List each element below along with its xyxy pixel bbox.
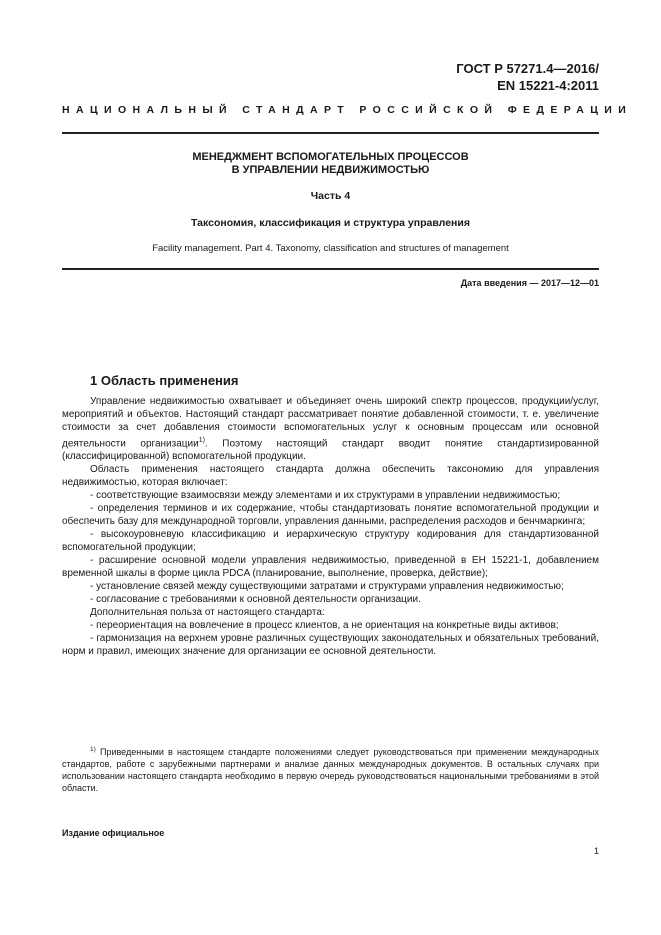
- title-rule: [62, 268, 599, 270]
- edition-label: Издание официальное: [62, 828, 165, 838]
- footnote-marker: 1): [90, 746, 96, 753]
- paragraph: Управление недвижимостью охватывает и объединяет очень широкий спектр процессов, продукции/услуг, мероприятий и объектов. Настоящий стандарт рассматривает понятие добавленной стоимости, т. е. увеличение стоимости за счет добавления стоимости вспомогательных услуг к основным процессам или основной деятельности организации$^{1)}$. Поэтому настоящий стандарт вводит понятие стандартизированной (классифицированной) вспомогательной продукции.: [62, 396, 599, 463]
- title-line2: В УПРАВЛЕНИИ НЕДВИЖИМОСТЬЮ: [231, 164, 430, 176]
- footnote-ref[interactable]: 1): [198, 437, 205, 444]
- paragraph: Область применения настоящего стандарта должна обеспечить таксономию для управления недвижимостью, которая включает:: [62, 464, 599, 489]
- page-number: 1: [593, 846, 599, 856]
- footnote-text: $^{1)}$ Приведенными в настоящем стандарте положениями следует руководствоваться при применении международных стандартов, работе с зарубежными партнерами и анализе данных международных документов. В остальных случаях при использовании настоящего стандарта необходимо в первую очередь руководствоваться национальными требованиями в этой области.: [62, 746, 599, 793]
- gost-code-line2: EN 15221-4:2011: [497, 78, 599, 93]
- section-heading: 1 Область применения: [90, 373, 239, 388]
- list-item: - расширение основной модели управления недвижимостью, приведенной в ЕН 15221-1, добавлением временной шкалы в форме цикла PDCA (планирование, выполнение, проверка, действие);: [62, 555, 599, 580]
- footnote: [62, 744, 599, 794]
- header-rule: [62, 132, 599, 134]
- list-item: - установление связей между существующими затратами и структурами управления недвижимостью;: [90, 581, 564, 593]
- list-item: - согласование с требованиями к основной деятельности организации.: [90, 594, 421, 606]
- paragraph: Дополнительная польза от настоящего стандарта:: [90, 607, 325, 619]
- gost-designation: [456, 60, 599, 94]
- list-item: - переориентация на вовлечение в процесс клиентов, а не ориентация на конкретные виды активов;: [90, 620, 559, 632]
- title-line1: МЕНЕДЖМЕНТ ВСПОМОГАТЕЛЬНЫХ ПРОЦЕССОВ: [192, 151, 469, 163]
- list-item: - высокоуровневую классификацию и иерархическую структуру кодирования для стандартизованной вспомогательной продукции;: [62, 529, 599, 554]
- part-label: Часть 4: [310, 190, 351, 202]
- date-of-introduction: Дата введения — 2017—12—01: [460, 278, 599, 288]
- list-item: - соответствующие взаимосвязи между элементами и их структурами в управлении недвижимостью;: [90, 490, 561, 502]
- national-standard-banner: НАЦИОНАЛЬНЫЙ СТАНДАРТ РОССИЙСКОЙ ФЕДЕРАЦИИ: [62, 104, 633, 116]
- subtitle-ru: Таксономия, классификация и структура управления: [191, 217, 470, 229]
- list-item: - гармонизация на верхнем уровне различных существующих законодательных и обязательных требований, норм и правил, имеющих значение для организации ее основной деятельности.: [62, 633, 599, 658]
- list-item: - определения терминов и их содержание, чтобы стандартизовать понятие вспомогательной продукции и обеспечить базу для международной торговли, управления данными, распределения расходов и бенчмаркинга;: [62, 503, 599, 528]
- gost-code-line1: ГОСТ Р 57271.4—2016/: [456, 61, 599, 76]
- section-body: [62, 395, 599, 658]
- subtitle-en: Facility management. Part 4. Taxonomy, classification and structures of management: [152, 243, 509, 254]
